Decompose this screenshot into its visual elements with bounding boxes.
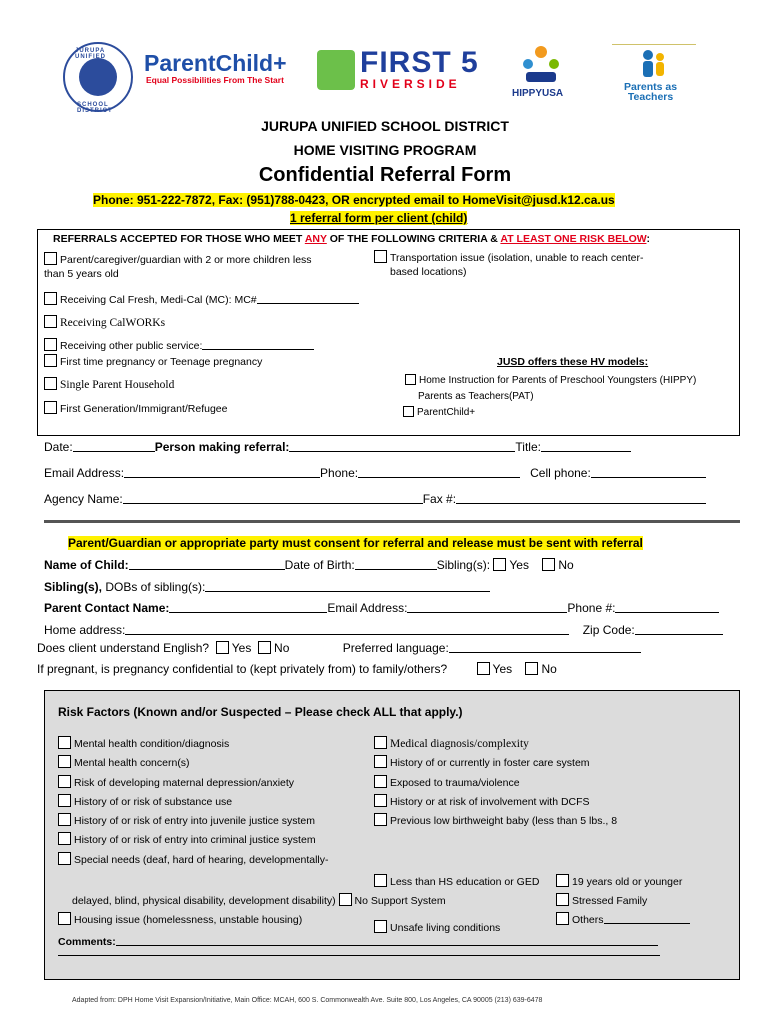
child-name-field[interactable] xyxy=(129,558,285,570)
hippy-logo-text: HIPPYUSA xyxy=(512,88,564,99)
siblings-dob-field[interactable] xyxy=(205,580,490,592)
pregnant-no-checkbox[interactable] xyxy=(525,662,538,675)
risk-item[interactable]: Exposed to trauma/violence xyxy=(374,774,617,793)
model-hippy[interactable]: Home Instruction for Parents of Preschool Youngsters (HIPPY) xyxy=(405,374,696,386)
criteria-item-calworks[interactable]: Receiving CalWORKs xyxy=(44,315,165,329)
checkbox[interactable] xyxy=(374,813,387,826)
criteria-item-calfresh[interactable]: Receiving Cal Fresh, Medi-Cal (MC): MC# xyxy=(44,292,359,306)
risk-item-stressed[interactable]: Stressed Family xyxy=(556,893,647,907)
checkbox[interactable] xyxy=(58,813,71,826)
model-pat-label: Parents as Teachers(PAT) xyxy=(418,391,534,402)
first5-hand-icon xyxy=(317,50,355,90)
email-field[interactable] xyxy=(124,466,320,478)
phone-field[interactable] xyxy=(358,466,520,478)
criteria-item-transportation-cont: based locations) xyxy=(390,266,467,278)
checkbox[interactable] xyxy=(58,794,71,807)
criteria-item-single-parent[interactable]: Single Parent Household xyxy=(44,377,174,391)
checkbox[interactable] xyxy=(58,832,71,845)
program-name: HOME VISITING PROGRAM xyxy=(293,142,477,158)
criteria-item-first-gen[interactable]: First Generation/Immigrant/Refugee xyxy=(44,401,228,415)
model-pc[interactable]: ParentChild+ xyxy=(403,406,475,418)
checkbox[interactable] xyxy=(374,775,387,788)
consent-row-address: Home address: Zip Code: xyxy=(44,623,723,637)
checkbox[interactable] xyxy=(374,755,387,768)
referral-row-3: Agency Name: Fax #: xyxy=(44,492,706,506)
per-client-line: 1 referral form per client (child) xyxy=(290,211,468,225)
zip-field[interactable] xyxy=(635,623,723,635)
home-address-field[interactable] xyxy=(125,623,569,635)
first5-logo-sub: RIVERSIDE xyxy=(360,77,461,91)
hippy-logo-icon xyxy=(516,44,566,84)
risk-item-special-needs-cont: delayed, blind, physical disability, development disability) No Support System xyxy=(72,895,446,907)
comments-field[interactable] xyxy=(116,934,658,946)
criteria-item-children-cont: than 5 years old xyxy=(44,268,119,280)
dob-field[interactable] xyxy=(355,558,437,570)
parent-phone-field[interactable] xyxy=(615,601,719,613)
checkbox[interactable] xyxy=(556,893,569,906)
person-field[interactable] xyxy=(289,440,515,452)
english-no-checkbox[interactable] xyxy=(258,641,271,654)
checkbox[interactable] xyxy=(374,920,387,933)
mc-number-field[interactable] xyxy=(257,292,359,304)
date-field[interactable] xyxy=(73,440,155,452)
checkbox[interactable] xyxy=(374,250,387,263)
checkbox[interactable] xyxy=(44,252,57,265)
risk-item[interactable]: History or at risk of involvement with DCFS xyxy=(374,793,617,812)
risk-item[interactable]: History of or currently in foster care system xyxy=(374,754,617,773)
jusd-seal-logo: JURUPA UNIFIED SCHOOL DISTRICT xyxy=(63,42,133,112)
checkbox[interactable] xyxy=(403,406,414,417)
parentchild-tagline: Equal Possibilities From The Start xyxy=(146,75,284,85)
checkbox[interactable] xyxy=(44,338,57,351)
risk-item[interactable]: History of or risk of entry into criminal justice system xyxy=(58,831,329,850)
fax-field[interactable] xyxy=(456,492,706,504)
risk-item[interactable]: Mental health concern(s) xyxy=(58,754,329,773)
consent-row-pregnant: If pregnant, is pregnancy confidential to (kept privately from) to family/others? Yes No xyxy=(37,662,557,676)
sibling-no-checkbox[interactable] xyxy=(542,558,555,571)
checkbox[interactable] xyxy=(58,736,71,749)
language-field[interactable] xyxy=(449,641,641,653)
checkbox[interactable] xyxy=(44,292,57,305)
criteria-item-children[interactable]: Parent/caregiver/guardian with 2 or more children less xyxy=(44,252,312,266)
risk-left-list xyxy=(58,735,329,870)
checkbox[interactable] xyxy=(556,912,569,925)
risk-item-less-hs[interactable]: Less than HS education or GED xyxy=(374,874,539,888)
risk-heading: Risk Factors (Known and/or Suspected – Please check ALL that apply.) xyxy=(58,705,463,719)
form-title: Confidential Referral Form xyxy=(258,164,512,186)
criteria-item-transportation[interactable]: Transportation issue (isolation, unable to reach center- xyxy=(374,250,644,264)
first5-logo-title: FIRST 5 xyxy=(360,46,479,79)
risk-item[interactable]: Risk of developing maternal depression/anxiety xyxy=(58,774,329,793)
pat-figures-icon xyxy=(638,49,670,79)
checkbox[interactable] xyxy=(44,401,57,414)
contact-line: Phone: 951-222-7872, Fax: (951)788-0423, OR encrypted email to HomeVisit@jusd.k12.ca.us xyxy=(93,193,615,207)
risk-item[interactable]: History of or risk of substance use xyxy=(58,793,329,812)
consent-row-english: Does client understand English? Yes No Preferred language: xyxy=(37,641,641,655)
consent-banner: Parent/Guardian or appropriate party must consent for referral and release must be sent with referral xyxy=(68,536,643,550)
risk-item[interactable]: Special needs (deaf, hard of hearing, developmentally- xyxy=(58,851,329,870)
risk-item[interactable]: Previous low birthweight baby (less than 5 lbs., 8 xyxy=(374,812,617,831)
checkbox[interactable] xyxy=(58,775,71,788)
checkbox[interactable] xyxy=(374,736,387,749)
parent-email-field[interactable] xyxy=(407,601,567,613)
checkbox[interactable] xyxy=(44,315,57,328)
checkbox[interactable] xyxy=(58,912,71,925)
risk-item-unsafe[interactable]: Unsafe living conditions xyxy=(374,920,500,934)
footer-note: Adapted from: DPH Home Visit Expansion/Initiative, Main Office: MCAH, 600 S. Commonwealth Ave. Suite 800, Los Angeles, CA 90005 (213) 639-6478 xyxy=(72,997,543,1004)
risk-right-list xyxy=(374,735,617,831)
criteria-item-first-time[interactable]: First time pregnancy or Teenage pregnancy xyxy=(44,354,262,368)
title-field[interactable] xyxy=(541,440,631,452)
checkbox[interactable] xyxy=(405,374,416,385)
english-yes-checkbox[interactable] xyxy=(216,641,229,654)
checkbox[interactable] xyxy=(44,354,57,367)
risk-item[interactable]: Mental health condition/diagnosis xyxy=(58,735,329,754)
pregnant-yes-checkbox[interactable] xyxy=(477,662,490,675)
risk-item[interactable]: Medical diagnosis/complexity xyxy=(374,735,617,754)
risk-item-age19[interactable]: 19 years old or younger xyxy=(556,874,682,888)
checkbox[interactable] xyxy=(58,852,71,865)
risk-item-others[interactable]: Others xyxy=(556,912,690,926)
referral-row-1: Date: Person making referral: Title: xyxy=(44,440,631,454)
others-field[interactable] xyxy=(604,912,690,924)
consent-row-parent: Parent Contact Name: Email Address: Phone #: xyxy=(44,601,719,615)
district-name: JURUPA UNIFIED SCHOOL DISTRICT xyxy=(261,118,509,134)
comments-row: Comments: xyxy=(58,934,658,948)
checkbox[interactable] xyxy=(374,794,387,807)
risk-item-housing[interactable]: Housing issue (homelessness, unstable housing) xyxy=(58,912,302,926)
consent-row-siblings: Sibling(s), DOBs of sibling(s): xyxy=(44,580,490,594)
checkbox[interactable] xyxy=(556,874,569,887)
criteria-heading: REFERRALS ACCEPTED FOR THOSE WHO MEET ANY OF THE FOLLOWING CRITERIA & AT LEAST ONE RISK BELOW: xyxy=(53,233,650,245)
checkbox[interactable] xyxy=(374,874,387,887)
cell-field[interactable] xyxy=(591,466,706,478)
consent-row-child: Name of Child: Date of Birth: Sibling(s): Yes No xyxy=(44,558,574,572)
referral-row-2: Email Address: Phone: Cell phone: xyxy=(44,466,706,480)
pat-logo-text: Parents as Teachers xyxy=(624,81,678,103)
comments-line-2[interactable] xyxy=(58,955,660,956)
parentchild-logo: ParentChild+ xyxy=(144,50,287,76)
agency-field[interactable] xyxy=(123,492,423,504)
parent-name-field[interactable] xyxy=(169,601,327,613)
criteria-item-public-service[interactable]: Receiving other public service: xyxy=(44,338,314,352)
public-service-field[interactable] xyxy=(202,338,314,350)
checkbox[interactable] xyxy=(58,755,71,768)
sibling-yes-checkbox[interactable] xyxy=(493,558,506,571)
no-support-checkbox[interactable] xyxy=(339,893,352,906)
checkbox[interactable] xyxy=(44,377,57,390)
models-heading: JUSD offers these HV models: xyxy=(497,356,649,368)
risk-item[interactable]: History of or risk of entry into juvenile justice system xyxy=(58,812,329,831)
divider xyxy=(44,520,740,523)
